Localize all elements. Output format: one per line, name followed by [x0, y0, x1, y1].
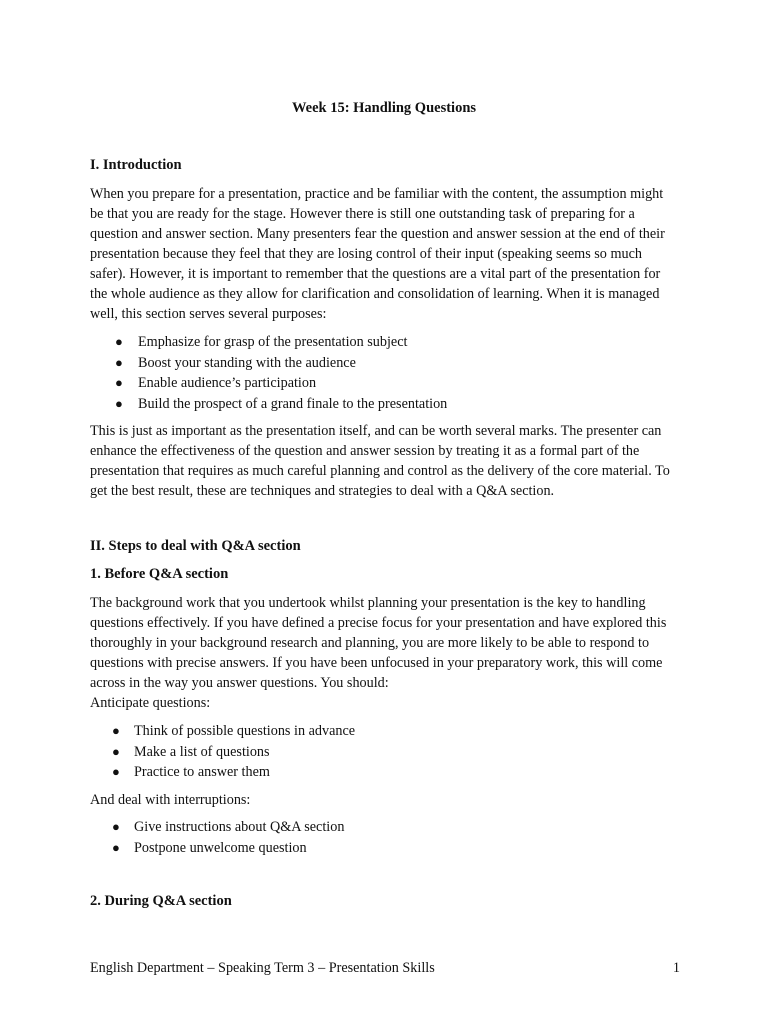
intro-section	[90, 157, 680, 174]
intro-paragraph-block	[90, 184, 680, 324]
during-section	[90, 893, 680, 910]
page-title: Week 15: Handling Questions	[291, 100, 477, 116]
list-item-text: Give instructions about Q&A section	[134, 819, 345, 835]
intro-paragraph: When you prepare for a presentation, practice and be familiar with the content, the assumption might be that you are ready for the stage. However there is still one outstanding task of preparing for a question and answer section. Many presenters fear the question and answer session at the end of their presentation because they feel that they are losing control of their input (speaking seems so much safer). However, it is important to remember that the questions are a vital part of the presentation for the whole audience as they allow for clarification and consolidation of learning. When it is managed well, this section serves several purposes:	[90, 186, 665, 322]
interruptions-label: And deal with interruptions:	[90, 792, 251, 808]
bullet-icon: ●	[112, 819, 120, 834]
bullet-icon: ●	[115, 375, 123, 390]
list-item	[90, 838, 680, 859]
purposes-list	[90, 332, 680, 414]
footer-text: English Department – Speaking Term 3 – Presentation Skills	[90, 960, 435, 976]
during-heading: 2. During Q&A section	[90, 893, 232, 909]
list-item-text: Postpone unwelcome question	[134, 839, 307, 856]
bullet-icon: ●	[115, 334, 123, 349]
list-item	[90, 762, 680, 783]
anticipate-label: Anticipate questions:	[90, 695, 211, 711]
bullet-icon: ●	[115, 395, 123, 411]
bullet-icon: ●	[112, 723, 120, 738]
page-number: 1	[672, 960, 680, 976]
interruptions-list	[90, 817, 680, 858]
interruptions-list-block	[90, 817, 680, 858]
interruptions-label-block	[90, 790, 680, 810]
intro-closing-block	[90, 421, 680, 501]
intro-closing-paragraph: This is just as important as the presentation itself, and can be worth several marks. The presenter can enhance the effectiveness of the question and answer session by treating it as a formal part of the presentation that requires as much careful planning and control as the delivery of the core material. To get the best result, these are techniques and strategies to deal with a Q&A section.	[90, 423, 670, 499]
list-item-text: Enable audience’s participation	[138, 375, 317, 391]
intro-heading: I. Introduction	[90, 157, 182, 173]
list-item-text: Make a list of questions	[134, 743, 270, 760]
list-item	[90, 742, 680, 763]
list-item-text: Build the prospect of a grand finale to the presentation	[138, 395, 448, 412]
anticipate-list-block	[90, 721, 680, 783]
before-paragraph: The background work that you undertook whilst planning your presentation is the key to handling questions effectively. If you have defined a precise focus for your presentation and have explored this thoroughly in your background research and planning, you are more likely to be able to respond to questions with precise answers. If you have been unfocused in your preparatory work, this will come across in the way you answer questions. You should:	[90, 595, 667, 691]
bullet-icon: ●	[112, 743, 120, 759]
anticipate-list	[90, 721, 680, 783]
purposes-list-block	[90, 332, 680, 414]
bullet-icon: ●	[112, 764, 120, 779]
list-item	[90, 353, 680, 374]
list-item	[90, 373, 680, 394]
page-footer	[90, 958, 680, 978]
list-item	[90, 817, 680, 838]
list-item-text: Think of possible questions in advance	[134, 723, 356, 739]
list-item	[90, 721, 680, 742]
before-section	[90, 566, 680, 583]
list-item-text: Practice to answer them	[134, 764, 270, 780]
list-item-text: Boost your standing with the audience	[138, 354, 356, 371]
bullet-icon: ●	[115, 354, 123, 370]
before-heading: 1. Before Q&A section	[90, 566, 229, 582]
steps-heading: II. Steps to deal with Q&A section	[90, 538, 301, 554]
steps-section	[90, 538, 680, 555]
list-item	[90, 394, 680, 415]
list-item	[90, 332, 680, 353]
list-item-text: Emphasize for grasp of the presentation subject	[138, 334, 408, 350]
bullet-icon: ●	[112, 839, 120, 855]
before-paragraph-block	[90, 593, 680, 713]
